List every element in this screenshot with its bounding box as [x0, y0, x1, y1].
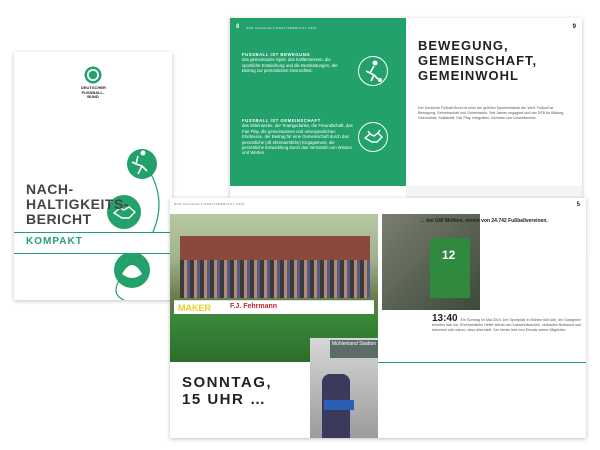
title-line: BERICHT: [26, 211, 92, 227]
stadium-sign: Mühlenland Stadion: [330, 340, 378, 358]
white-page: [406, 18, 582, 186]
article-text: Ein Sonntag im Mai 2019. Der Sportplatz in Mühlen füllt sich, die Gastgeber bereiten sich vor. Ehrenamtliche Helfer stehen am Kassenhäuschen, verkaufen Bratwurst und kümmern sich darum, dass alles läuft. Der Verein lebt vom Einsatz seiner Mitglieder.: [432, 318, 582, 332]
pull-quote: … bei GW Mühlen, einem von 24.742 Fußballvereinen.: [420, 218, 548, 224]
title-line: HALTIGKEITS-: [26, 196, 129, 212]
time-stamp: 13:40: [432, 313, 458, 324]
headline-line: SONNTAG,: [182, 374, 273, 391]
page-number: 9: [572, 24, 576, 30]
title-line: BEWEGUNG,: [418, 38, 509, 53]
ad-boards: [174, 300, 374, 315]
body-text: Der Deutsche Fußball-Bund ist einer der größten Sportverbände der Welt. Fußball ist Bewegung, Gemeinschaft und Gemeinwohl. Seit Jahren engagiert sich der DFB für Bildung, Gesundheit, Solidarität, Fair Play, Integration, Inklusion und Umweltschutz.: [418, 106, 565, 120]
page-number: 5: [576, 202, 580, 208]
community-title: FUSSBALL IST GEMEINSCHAFT: [242, 118, 321, 123]
green-jersey: [430, 238, 470, 298]
community-block: [242, 118, 356, 156]
football-player-icon: [358, 56, 388, 86]
movement-title: FUSSBALL IST BEWEGUNG: [242, 52, 311, 57]
accent-rule: [378, 362, 586, 363]
dfb-logo: [81, 66, 105, 100]
movement-text: das gemeinsame Spiel, das Kräftemessen, die sportliche Entwicklung und die Bestleistungen, der Beitrag zur persönlichen Gesundheit.: [242, 57, 338, 74]
logo-text: DEUTSCHER FUSSBALL-BUND: [81, 85, 106, 99]
headline: [182, 374, 272, 408]
stand-roof: [180, 236, 370, 260]
ad-board-text: F.J. Fehrmann: [230, 303, 278, 310]
cover-subtitle: KOMPAKT: [26, 236, 83, 247]
page-number: 8: [236, 24, 240, 30]
cover-title: [26, 182, 129, 227]
title-line: GEMEINSCHAFT,: [418, 53, 538, 68]
stadium-sign-photo: [310, 338, 378, 438]
title-line: GEMEINWOHL: [418, 68, 519, 83]
handshake-icon: [358, 122, 388, 152]
player-photo: [382, 214, 480, 310]
report-cover: [14, 52, 172, 300]
crate: [324, 400, 354, 410]
dfb-emblem-icon: [84, 66, 102, 84]
community-text: das Miteinander, der Teamgedanke, die Freundschaft, das Fair Play, die gemeinsamen und unvergesslichen Erlebnisse, der Beitrag für eine Gemeinschaft durch das persönliche (oft ehrenamtliche) Engagement, die persönliche Entwicklung durch das Vermitteln von Wissen und Werten.: [242, 123, 353, 156]
movement-block: [242, 52, 350, 74]
running-header: DFB NACHHALTIGKEITSBERICHT 2020: [246, 26, 317, 30]
article-column: [432, 313, 582, 333]
headline-line: 15 UHR …: [182, 391, 267, 408]
title-line: NACH-: [26, 181, 74, 197]
jersey-number: 12: [442, 248, 456, 262]
page-title: [418, 38, 537, 83]
crowd: [180, 260, 370, 298]
running-header: DFB NACHHALTIGKEITSBERICHT 2020: [174, 202, 245, 206]
report-spread-page-5: [170, 198, 586, 438]
ad-board-text: MAKER: [178, 303, 211, 313]
green-page: [230, 18, 406, 186]
